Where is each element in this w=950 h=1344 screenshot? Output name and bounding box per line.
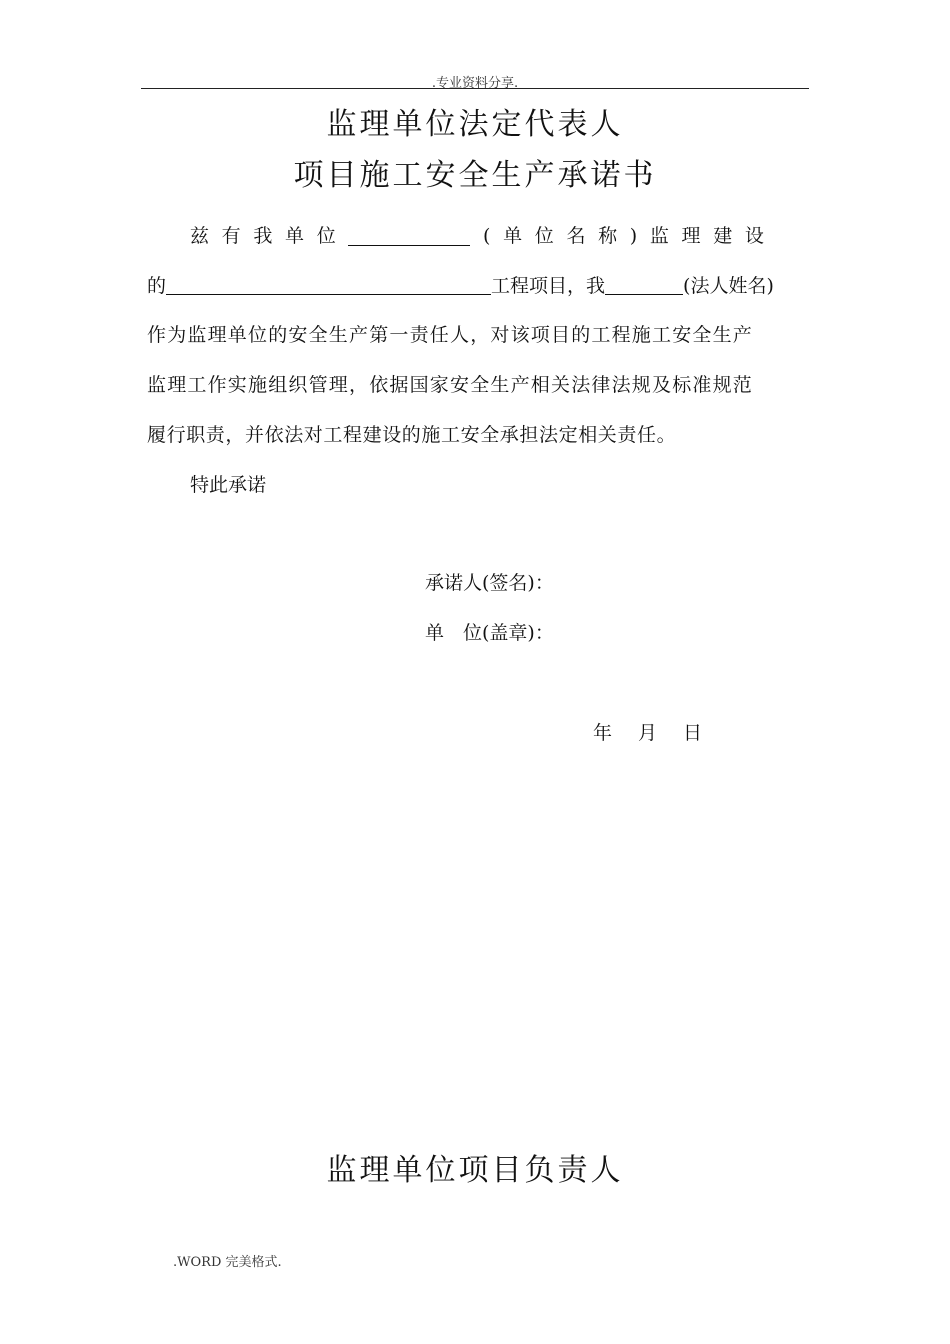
p1-char: ( [483, 225, 491, 247]
paragraph-line-2 [147, 276, 807, 296]
p1-char: 单 [285, 225, 305, 247]
paragraph-line-5: 履行职责，并依法对工程建设的施工安全承担法定相关责任。 [147, 424, 677, 446]
paragraph-line-3: 作为监理单位的安全生产第一责任人，对该项目的工程施工安全生产 [147, 324, 754, 346]
closing-phrase: 特此承诺 [190, 474, 267, 496]
paragraph-line-1 [147, 227, 764, 246]
date-year-label: 年 [593, 722, 613, 744]
p2-suffix: (法人姓名) [683, 275, 774, 297]
p2-prefix: 的 [147, 275, 167, 297]
p1-char: 设 [744, 225, 764, 247]
p2-middle: 工程项目，我 [491, 275, 606, 297]
date-month-label: 月 [638, 722, 658, 744]
p1-char: 兹 [190, 225, 210, 247]
p1-char: ) [629, 225, 638, 247]
p1-char: 我 [253, 225, 273, 247]
page-header-text: .专业资料分享. [431, 76, 519, 91]
date-line [593, 724, 702, 743]
p1-char: 单 [503, 225, 523, 247]
page-footer-text: .WORD 完美格式. [173, 1255, 282, 1270]
project-name-blank[interactable] [166, 276, 491, 295]
signature-person-label: 承诺人(签名)： [425, 572, 554, 594]
p1-char: 建 [713, 225, 733, 247]
p1-char: 名 [566, 225, 586, 247]
date-day-label: 日 [683, 722, 703, 744]
p1-char: 理 [681, 225, 701, 247]
document-title-line-1: 监理单位法定代表人 [326, 107, 624, 142]
legal-rep-name-blank[interactable] [605, 276, 683, 295]
p1-char: 位 [534, 225, 554, 247]
p1-char: 称 [598, 225, 618, 247]
signature-unit-label: 单 位(盖章)： [425, 622, 554, 644]
document-title-line-2: 项目施工安全生产承诺书 [293, 158, 657, 193]
p1-char: 有 [221, 225, 241, 247]
next-section-title: 监理单位项目负责人 [326, 1153, 624, 1188]
unit-name-blank[interactable] [348, 227, 470, 246]
p1-char: 监 [649, 225, 669, 247]
paragraph-line-4: 监理工作实施组织管理，依据国家安全生产相关法律法规及标准规范 [147, 374, 754, 396]
p1-char: 位 [316, 225, 336, 247]
header-rule [141, 88, 809, 89]
